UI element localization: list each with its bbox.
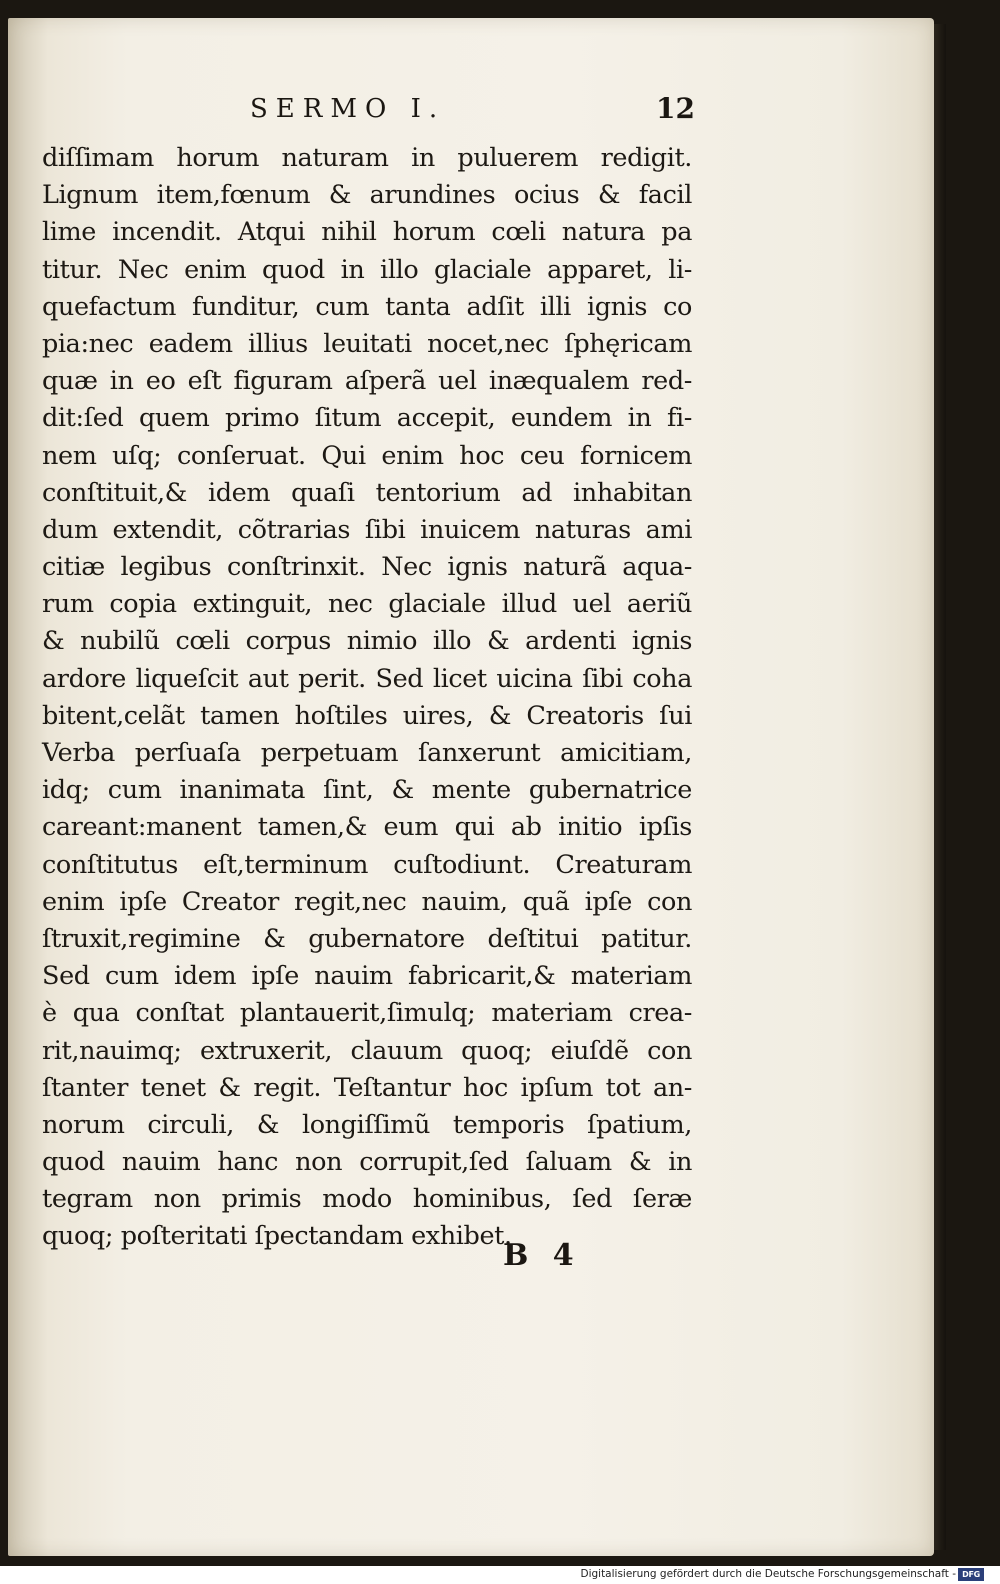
text-line: citiæ legibus conſtrinxit. Nec ignis naturã aqua- <box>42 552 692 583</box>
text-line: titur. Nec enim quod in illo glaciale apparet, li- <box>42 254 692 285</box>
text-line: pia:nec eadem illius leuitati nocet,nec ſphęricam <box>42 328 692 359</box>
text-line: è qua conſtat plantauerit,ſimulq; materiam crea- <box>42 998 692 1029</box>
text-line: bitent,celãt tamen hoſtiles uires, & Creatoris ſui <box>42 700 692 731</box>
text-line: & nubilũ cœli corpus nimio illo & ardenti ignis <box>42 626 692 657</box>
text-line: dum extendit, cõtrarias ſibi inuicem naturas ami <box>42 514 692 545</box>
text-line: tegram non primis modo hominibus, ſed ſeræ <box>42 1184 692 1215</box>
text-line: quod nauim hanc non corrupit,ſed ſaluam & in <box>42 1147 692 1178</box>
text-line: conſtituit,& idem quaſi tentorium ad inhabitan <box>42 477 692 508</box>
text-line: norum circuli, & longiſſimũ temporis ſpatium, <box>42 1109 692 1140</box>
text-line: rum copia extinguit, nec glaciale illud uel aeriũ <box>42 589 692 620</box>
text-line: quefactum funditur, cum tanta adſit illi ignis co <box>42 291 692 322</box>
text-line: quæ in eo eſt figuram aſperã uel inæqualem red- <box>42 366 692 397</box>
text-line: lime incendit. Atqui nihil horum cœli natura pa <box>42 217 692 248</box>
text-line: enim ipſe Creator regit,nec nauim, quã ipſe con <box>42 886 692 917</box>
signature-mark: B 4 <box>503 1238 574 1273</box>
text-line: Lignum item,fœnum & arundines ocius & facil <box>42 180 692 211</box>
text-line: rit,nauimq; extruxerit, clauum quoq; eiuſdẽ con <box>42 1035 692 1066</box>
text-line: quoq; poſteritati ſpectandam exhibet. <box>42 1221 512 1252</box>
text-line: dit:ſed quem primo ſitum accepit, eundem in fi- <box>42 403 692 434</box>
body-text <box>42 140 692 1256</box>
text-line: careant:manent tamen,& eum qui ab initio ipſis <box>42 812 692 843</box>
text-line: nem uſq; conſeruat. Qui enim hoc ceu fornicem <box>42 440 692 471</box>
text-line: diſſimam horum naturam in puluerem redigit. <box>42 143 692 173</box>
text-line: ardore liqueſcit aut perit. Sed licet uicina ſibi coha <box>42 663 692 694</box>
text-line: ſtanter tenet & regit. Teſtantur hoc ipſum tot an- <box>42 1072 692 1103</box>
running-head: SERMO I. <box>250 94 446 124</box>
dfg-logo: DFG <box>958 1568 984 1581</box>
text-line: idq; cum inanimata ſint, & mente gubernatrice <box>42 775 692 806</box>
text-line: conſtitutus eſt,terminum cuſtodiunt. Creaturam <box>42 849 692 880</box>
funding-credit: Digitalisierung gefördert durch die Deutsche Forschungsgemeinschaft - <box>580 1568 956 1580</box>
text-line: Sed cum idem ipſe nauim fabricarit,& materiam <box>42 961 692 992</box>
page-number: 12 <box>656 92 695 125</box>
text-line: ſtruxit,regimine & gubernatore deſtitui patitur. <box>42 923 692 954</box>
text-line: Verba perſuaſa perpetuam ſanxerunt amicitiam, <box>42 738 692 768</box>
